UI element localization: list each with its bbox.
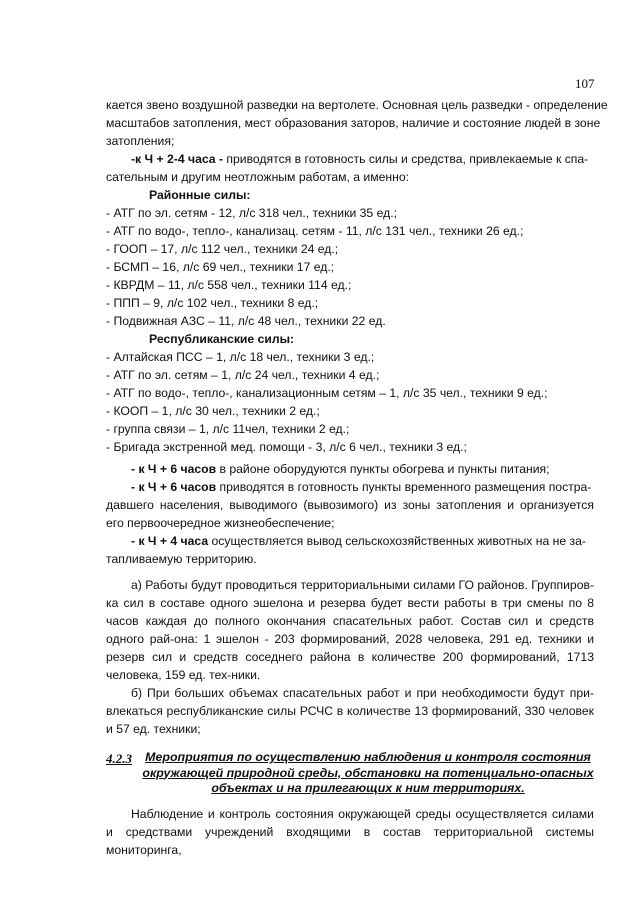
district-forces-heading: Районные силы: bbox=[149, 188, 251, 202]
step-text-cont: сательным и другим неотложным работам, а именно: bbox=[106, 170, 410, 184]
intro-line: затопления; bbox=[106, 134, 175, 148]
district-force-item: - Подвижная АЗС – 11, л/с 48 чел., техники 22 ед. bbox=[106, 314, 386, 328]
section-title-line: окружающей природной среды, обстановки на потенциально-опасных bbox=[142, 765, 594, 780]
intro-line: кается звено воздушной разведки на вертолете. Основная цель разведки - определение bbox=[106, 98, 608, 112]
district-force-item: - ГООП – 17, л/с 112 чел., техники 24 ед.; bbox=[106, 242, 339, 256]
district-force-item: - ППП – 9, л/с 102 чел., техники 8 ед.; bbox=[106, 296, 319, 310]
section-title bbox=[142, 750, 594, 797]
step-heating-6h bbox=[106, 460, 594, 478]
step-label: -к Ч + 2-4 часа - bbox=[131, 152, 224, 166]
step-shelter-6h bbox=[106, 478, 594, 496]
section-title-line: Мероприятия по осуществлению наблюдения и контроля состояния bbox=[145, 750, 591, 764]
district-force-item: - АТГ по эл. сетям - 12, л/с 318 чел., техники 35 ед.; bbox=[106, 206, 397, 220]
republic-force-item: - Алтайская ПСС – 1, л/с 18 чел., техники 3 ед.; bbox=[106, 350, 375, 364]
republic-force-item: - Бригада экстренной мед. помощи - 3, л/с 6 чел., техники 3 ед.; bbox=[106, 440, 467, 454]
step-text: в районе оборудуются пункты обогрева и пункты питания; bbox=[216, 462, 550, 476]
section-number: 4.2.3 bbox=[106, 751, 132, 766]
step-text: приводятся в готовность пункты временного размещения постра- bbox=[216, 480, 592, 494]
district-force-item: - БСМП – 16, л/с 69 чел., техники 17 ед.; bbox=[106, 260, 335, 274]
step-label: - к Ч + 6 часов bbox=[131, 480, 217, 494]
monitoring-paragraph: Наблюдение и контроль состояния окружающей среды осуществляется силами и средствами учреждений входящими в состав территориальной системы мониторинга, bbox=[106, 806, 594, 857]
step-text: осуществляется вывод сельскохозяйственных животных на не за- bbox=[208, 534, 586, 548]
step-label: - к Ч + 4 часа bbox=[131, 534, 209, 548]
republic-force-item: - КООП – 1, л/с 30 чел., техники 2 ед.; bbox=[106, 404, 320, 418]
page-number: 107 bbox=[575, 76, 595, 91]
step-readiness-2-4h bbox=[106, 150, 594, 168]
step-text: приводятся в готовность силы и средства, привлекаемые к спа- bbox=[223, 152, 589, 166]
district-force-item: - КВРДМ – 11, л/с 558 чел., техники 114 ед.; bbox=[106, 278, 352, 292]
republic-force-item: - АТГ по эл. сетям – 1, л/с 24 чел., техники 4 ед.; bbox=[106, 368, 380, 382]
paragraph-b: б) При больших объемах спасательных работ и при необходимости будут при-влекаться республиканские силы РСЧС в количестве 13 формирований, 330 человек и 57 ед. техники; bbox=[106, 686, 594, 736]
step-livestock-4h bbox=[106, 532, 594, 550]
republic-force-item: - АТГ по водо-, тепло-, канализационным сетям – 1, л/с 35 чел., техники 9 ед.; bbox=[106, 386, 548, 400]
step-text-cont: давшего населения, выводимого (вывозимого) из зоны затопления и организуется его первоочередное жизнеобеспечение; bbox=[106, 498, 594, 530]
step-text-cont: тапливаемую территорию. bbox=[106, 552, 257, 566]
section-heading bbox=[106, 750, 594, 797]
page-body bbox=[106, 96, 608, 859]
intro-line: масштабов затопления, мест образования заторов, наличие и состояние людей в зоне bbox=[106, 116, 601, 130]
republic-forces-heading: Республиканские силы: bbox=[149, 332, 295, 346]
section-title-line: объектах и на прилегающих к ним территориях. bbox=[211, 781, 525, 795]
district-force-item: - АТГ по водо-, тепло-, канализац. сетям - 11, л/с 131 чел., техники 26 ед.; bbox=[106, 224, 524, 238]
step-label: - к Ч + 6 часов bbox=[131, 462, 217, 476]
paragraph-a: а) Работы будут проводиться территориальными силами ГО районов. Группиров-ка сил в составе одного эшелона и резерва будет вести работы в три смены по 8 часов каждая до полного окончания спасательных работ. Состав сил и средств одного рай-она: 1 эшелон - 203 формирований, 2028 человека, 291 ед. техники и резерв сил и средств соседнего района в количестве 200 формирований, 1713 человека, 159 ед. тех-ники. bbox=[106, 578, 594, 682]
republic-force-item: - группа связи – 1, л/с 11чел, техники 2 ед.; bbox=[106, 422, 350, 436]
